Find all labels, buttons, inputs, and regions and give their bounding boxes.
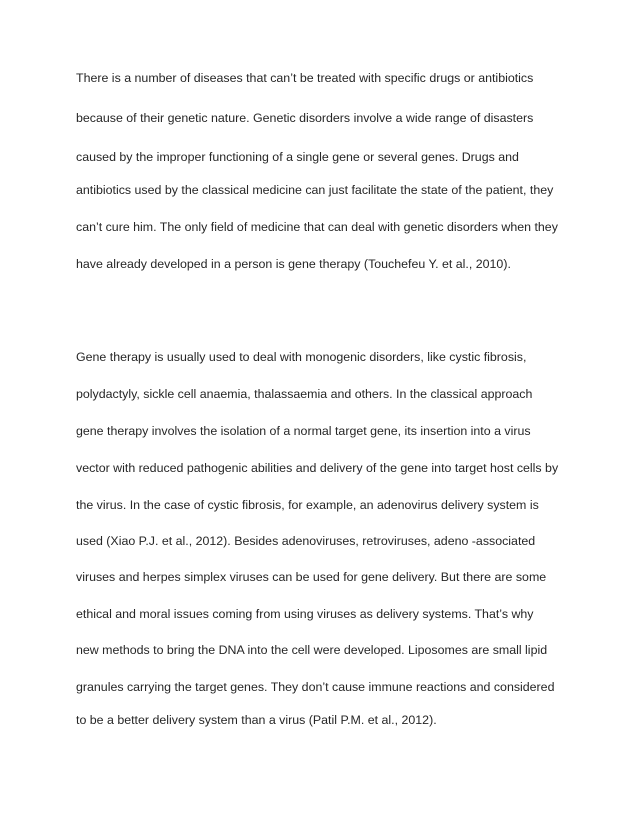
paragraph-line: granules carrying the target genes. They don’t cause immune reactions and considered (76, 680, 555, 694)
paragraph-line: polydactyly, sickle cell anaemia, thalassaemia and others. In the classical approach (76, 387, 533, 401)
paragraph-line: There is a number of diseases that can’t be treated with specific drugs or antibiotics (76, 71, 534, 85)
paragraph-line: ethical and moral issues coming from using viruses as delivery systems. That’s why (76, 607, 534, 621)
paragraph-line: antibiotics used by the classical medicine can just facilitate the state of the patient, they (76, 183, 554, 197)
paragraph-line: can’t cure him. The only field of medicine that can deal with genetic disorders when they (76, 220, 558, 234)
paragraph-line: new methods to bring the DNA into the cell were developed. Liposomes are small lipid (76, 643, 548, 657)
paragraph-line: the virus. In the case of cystic fibrosis, for example, an adenovirus delivery system is (76, 498, 539, 512)
paragraph-line: to be a better delivery system than a virus (Patil P.M. et al., 2012). (76, 713, 437, 727)
paragraph-line: used (Xiao P.J. et al., 2012). Besides adenoviruses, retroviruses, adeno -associated (76, 534, 536, 548)
paragraph-line: vector with reduced pathogenic abilities and delivery of the gene into target host cells by (76, 461, 559, 475)
paragraph-line: Gene therapy is usually used to deal with monogenic disorders, like cystic fibrosis, (76, 350, 527, 364)
paragraph-line: caused by the improper functioning of a single gene or several genes. Drugs and (76, 150, 519, 164)
paragraph-line: have already developed in a person is gene therapy (Touchefeu Y. et al., 2010). (76, 257, 511, 271)
paragraph-line: gene therapy involves the isolation of a normal target gene, its insertion into a virus (76, 424, 531, 438)
paragraph-line: because of their genetic nature. Genetic disorders involve a wide range of disasters (76, 111, 534, 125)
paragraph-line: viruses and herpes simplex viruses can be used for gene delivery. But there are some (76, 570, 547, 584)
